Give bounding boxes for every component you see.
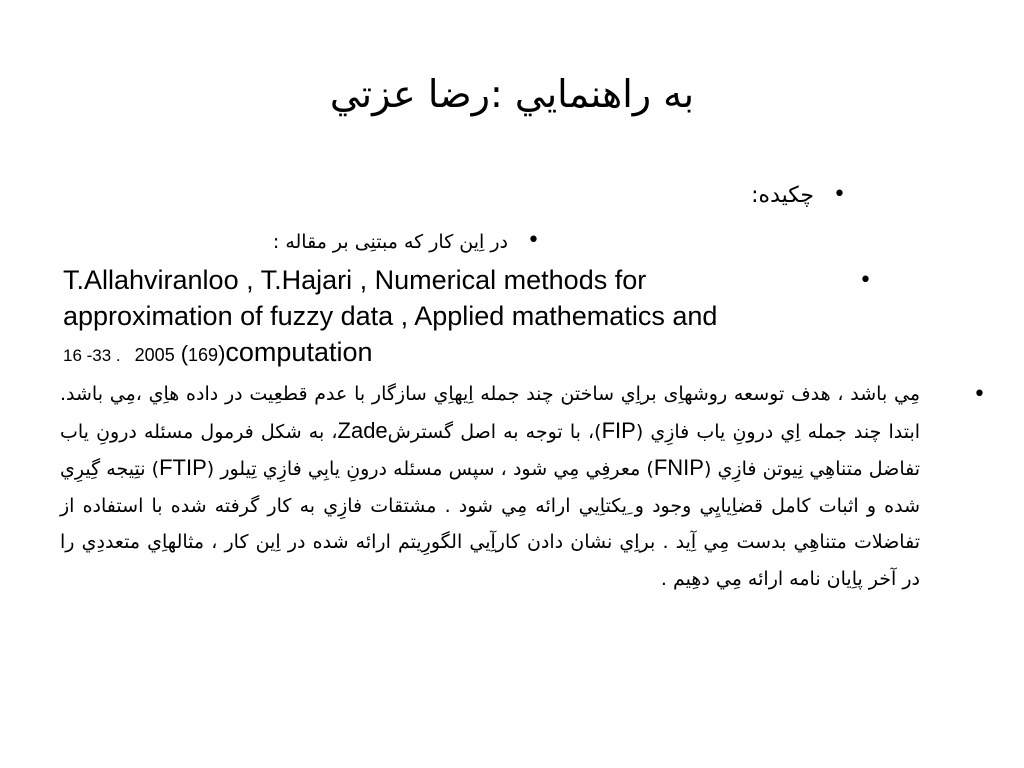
paragraph-part-5: ) نتِيجه گِيرِي شده و اثبات کامل قضاِيايِي وجود و ِيکتاِيي ارائه مِي شود . مشتقات فازِي به کار گرفته شده با استفاده از تفاضلات متناهِي بدست مِي آِيد . براِي نشان دادن کارآِيي الگورِيتم ارائه شده در اِين کار ، مثالهاِي متعددِي را در آخر پاِيان نامه ارائه مِي دهِيم . [60, 458, 920, 590]
bullet-dot-icon: • [859, 268, 872, 293]
abstract-heading: چکیده: [751, 183, 814, 208]
term-ftip: FTIP [159, 455, 207, 480]
bullet-intro-line [60, 224, 964, 260]
term-zade: Zade [337, 417, 388, 443]
reference-volume: 169 [188, 345, 219, 365]
reference-line-3 [63, 334, 863, 374]
reference-line-1: T.Allahviranloo , T.Hajari , Numerical methods for [63, 265, 647, 295]
slide-title: به راهنمايي :رضا عزتي [329, 72, 695, 116]
reference-journal-tail: computation [225, 337, 373, 367]
term-fnip: FNIP [653, 455, 704, 480]
reference-year: 2005 [134, 345, 175, 365]
intro-line: در اِین کار که مبتنِی بر مقاله : [272, 231, 508, 253]
paragraph-part-2: )، با توجه به اصل گسترش [387, 420, 602, 443]
bullet-abstract-paragraph [60, 376, 986, 597]
bullet-reference [60, 262, 964, 372]
abstract-paragraph [60, 376, 920, 597]
reference-open-paren: ( [180, 341, 189, 366]
reference-citation [63, 262, 863, 374]
bullet-abstract-heading [60, 180, 964, 214]
bullet-dot-icon: • [973, 382, 986, 407]
reference-close-paren: ) [218, 341, 226, 366]
bullet-dot-icon: • [527, 228, 540, 253]
paragraph-part-3: ، به شکل فرمول مسئله درونِ ياب تفاضل متناهِي نِيوتن فازِي ( [60, 420, 921, 480]
reference-line-2: approximation of fuzzy data , Applied mathematics and [63, 301, 718, 331]
reference-pages: 16 -33 . [63, 346, 121, 365]
paragraph-part-4: ) معرفِي مِي شود ، سپس مسئله درونِ يابِي فازِي تِيلور ( [206, 458, 654, 480]
paragraph-part-1: مِي باشد ، هدف توسعه روشهاِی براِي ساختن چند جمله اِيهاِي سازگار با عدم قطعِيت در داده هاِي ،مِي باشد. ابتدا چند جمله اِي درونِ ياب فازِي ( [60, 383, 921, 443]
bullet-dot-icon: • [833, 182, 846, 207]
term-fip: FIP [601, 417, 636, 443]
slide-content [60, 180, 986, 597]
